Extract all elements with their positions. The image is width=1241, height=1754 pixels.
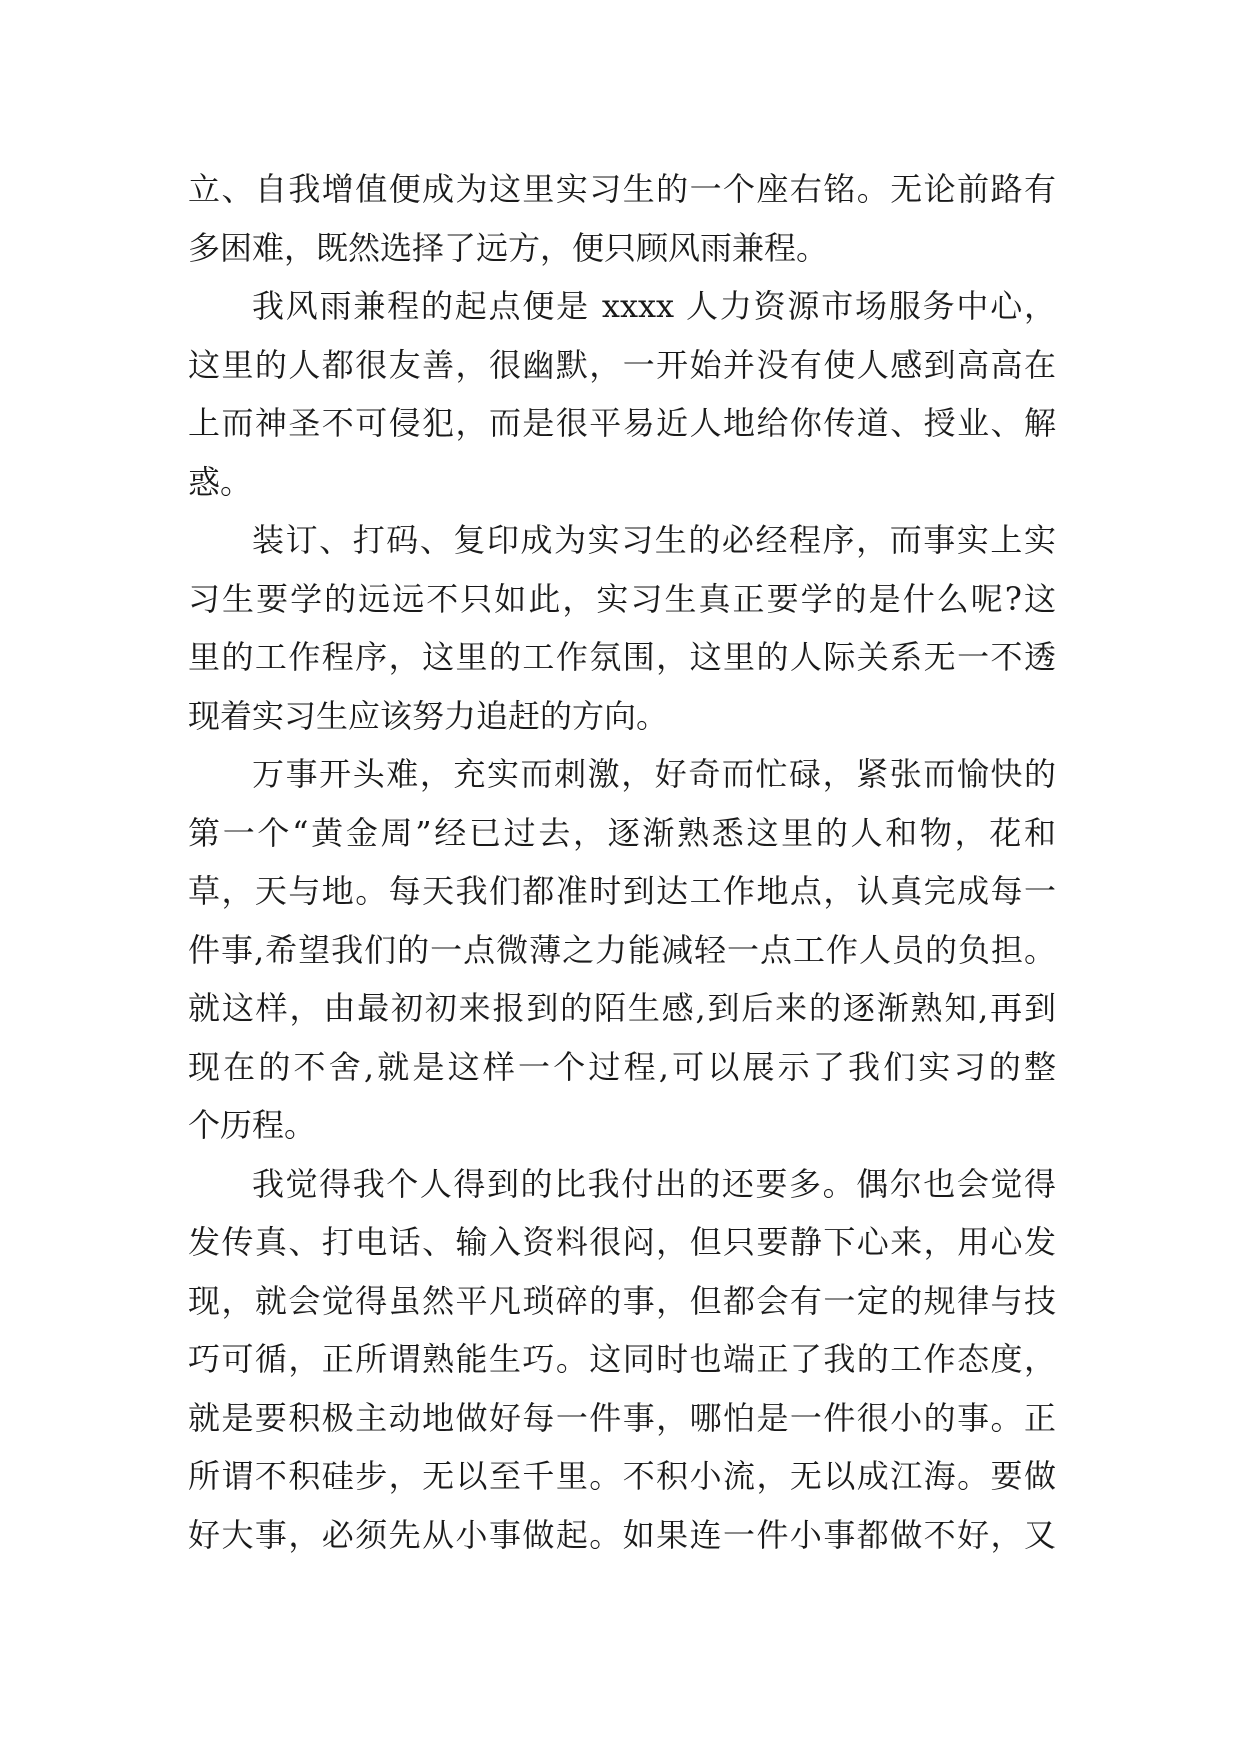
text-line: 就是要积极主动地做好每一件事，哪怕是一件很小的事。正 [188, 1398, 1056, 1437]
text-line: 现，就会觉得虽然平凡琐碎的事，但都会有一定的规律与技 [188, 1281, 1056, 1320]
text-line: 立、自我增值便成为这里实习生的一个座右铭。无论前路有 [188, 170, 1056, 208]
text-line: 巧可循，正所谓熟能生巧。这同时也端正了我的工作态度， [188, 1340, 1056, 1378]
text-line: 里的工作程序，这里的工作氛围，这里的人际关系无一不透 [188, 638, 1056, 676]
text-line: 这里的人都很友善，很幽默，一开始并没有使人感到高高在 [188, 345, 1056, 384]
text-line: 惑。 [188, 462, 253, 501]
paragraph-first-line: 我风雨兼程的起点便是 xxxx 人力资源市场服务中心， [252, 287, 1056, 325]
paragraph-first-line: 我觉得我个人得到的比我付出的还要多。偶尔也会觉得 [252, 1164, 1056, 1203]
text-line: 现着实习生应该努力追赶的方向。 [188, 696, 669, 735]
text-line: 就这样，由最初初来报到的陌生感,到后来的逐渐熟知,再到 [188, 989, 1056, 1027]
text-line: 发传真、打电话、输入资料很闷，但只要静下心来，用心发 [188, 1223, 1056, 1261]
text-line: 习生要学的远远不只如此，实习生真正要学的是什么呢?这 [188, 579, 1056, 618]
text-line: 好大事，必须先从小事做起。如果连一件小事都做不好，又 [188, 1515, 1056, 1554]
text-line: 件事,希望我们的一点微薄之力能减轻一点工作人员的负担。 [188, 930, 1056, 969]
text-line: 多困难，既然选择了远方，便只顾风雨兼程。 [188, 228, 829, 267]
text-line: 个历程。 [188, 1106, 317, 1144]
text-line: 上而神圣不可侵犯，而是很平易近人地给你传道、授业、解 [188, 404, 1056, 442]
text-line: 第一个“黄金周”经已过去，逐渐熟悉这里的人和物，花和 [188, 813, 1056, 852]
body-text [188, 160, 1056, 1564]
paragraph-first-line: 万事开头难，充实而刺激，好奇而忙碌，紧张而愉快的 [252, 755, 1056, 793]
text-line: 现在的不舍,就是这样一个过程,可以展示了我们实习的整 [188, 1047, 1056, 1086]
text-line: 草，天与地。每天我们都准时到达工作地点，认真完成每一 [188, 872, 1056, 910]
paragraph-first-line: 装订、打码、复印成为实习生的必经程序，而事实上实 [252, 521, 1056, 559]
text-line: 所谓不积硅步，无以至千里。不积小流，无以成江海。要做 [188, 1457, 1056, 1495]
